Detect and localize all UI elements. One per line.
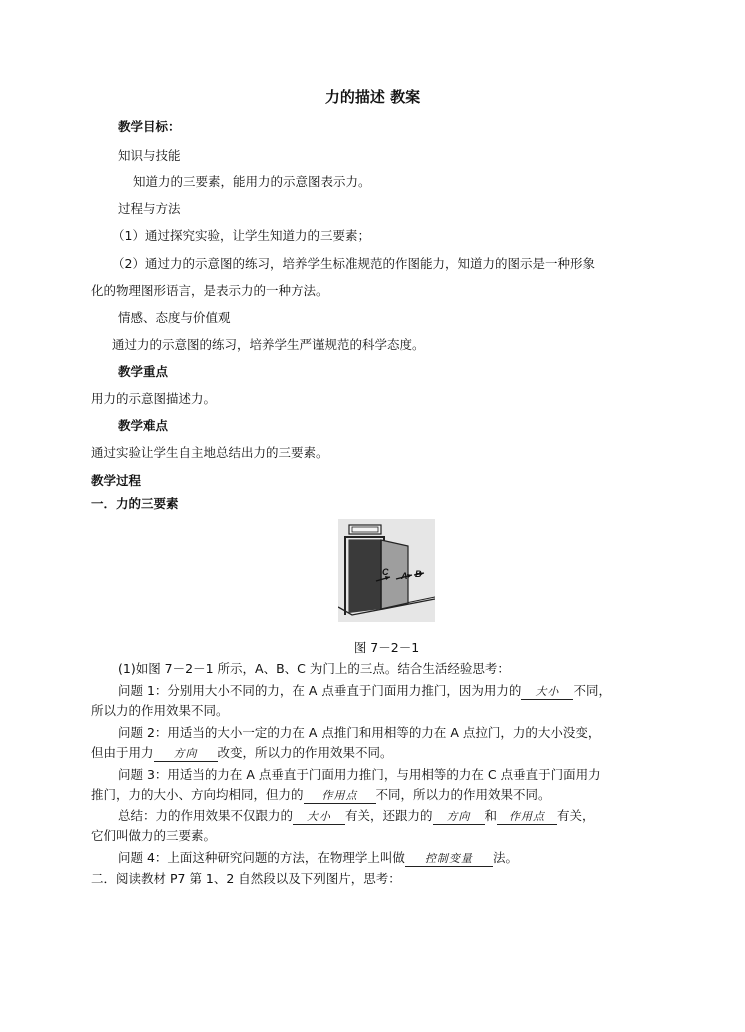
- key-heading: 教学重点: [118, 364, 169, 379]
- question-2-cont: 但由于用力 方向 改变，所以力的作用效果不同。: [91, 745, 393, 760]
- key-text: 用力的示意图描述力。: [91, 391, 217, 406]
- blank-sum-point: 作用点: [497, 810, 557, 825]
- label-c: C: [382, 567, 389, 577]
- goals-heading: 教学目标：: [118, 119, 181, 134]
- procedure-heading: 教学过程: [91, 473, 142, 488]
- process-heading: 过程与方法: [118, 201, 181, 216]
- question-intro: (1)如图 7－2－1 所示，A、B、C 为门上的三点。结合生活经验思考：: [118, 661, 510, 676]
- process-item-1: （1）通过探究实验，让学生知道力的三要素；: [112, 228, 370, 243]
- blank-point: 作用点: [304, 789, 376, 804]
- question-4: 问题 4：上面这种研究问题的方法，在物理学上叫做 控制变量 法。: [118, 850, 518, 865]
- section1-heading: 一．力的三要素: [91, 496, 179, 511]
- difficulty-text: 通过实验让学生自主地总结出力的三要素。: [91, 445, 329, 460]
- summary-cont: 它们叫做力的三要素。: [91, 828, 217, 843]
- knowledge-heading: 知识与技能: [118, 148, 181, 163]
- knowledge-text: 知道力的三要素，能用力的示意图表示力。: [133, 174, 371, 189]
- section2-heading: 二．阅读教材 P7 第 1、2 自然段以及下列图片，思考：: [91, 871, 401, 886]
- question-1-cont: 所以力的作用效果不同。: [91, 703, 229, 718]
- summary: 总结：力的作用效果不仅跟力的 大小 有关，还跟力的 方向 和 作用点 有关，: [118, 808, 595, 823]
- question-2: 问题 2：用适当的大小一定的力在 A 点推门和用相等的力在 A 点拉门，力的大小没变，: [118, 725, 601, 740]
- difficulty-heading: 教学难点: [118, 418, 169, 433]
- label-a: A: [401, 571, 408, 581]
- door-figure: [338, 519, 435, 622]
- process-item-2-cont: 化的物理图形语言，是表示力的一种方法。: [91, 283, 329, 298]
- blank-sum-magnitude: 大小: [293, 810, 345, 825]
- question-1: 问题 1：分别用大小不同的力，在 A 点垂直于门面用力推门，因为用力的 大小 不同，: [118, 683, 611, 698]
- emotion-text: 通过力的示意图的练习，培养学生严谨规范的科学态度。: [112, 337, 425, 352]
- label-b: B: [415, 569, 422, 579]
- process-item-2: （2）通过力的示意图的练习，培养学生标准规范的作图能力，知道力的图示是一种形象: [112, 256, 595, 271]
- question-3: 问题 3：用适当的力在 A 点垂直于门面用力推门，与用相等的力在 C 点垂直于门面用力: [118, 767, 601, 782]
- page-title: 力的描述 教案: [324, 88, 421, 106]
- figure-caption: 图 7－2－1: [353, 640, 420, 655]
- blank-magnitude: 大小: [521, 685, 573, 700]
- question-3-cont: 推门，力的大小、方向均相同，但力的 作用点 不同，所以力的作用效果不同。: [91, 787, 551, 802]
- emotion-heading: 情感、态度与价值观: [118, 310, 231, 325]
- blank-method: 控制变量: [405, 852, 493, 867]
- blank-direction: 方向: [154, 747, 218, 762]
- blank-sum-direction: 方向: [433, 810, 485, 825]
